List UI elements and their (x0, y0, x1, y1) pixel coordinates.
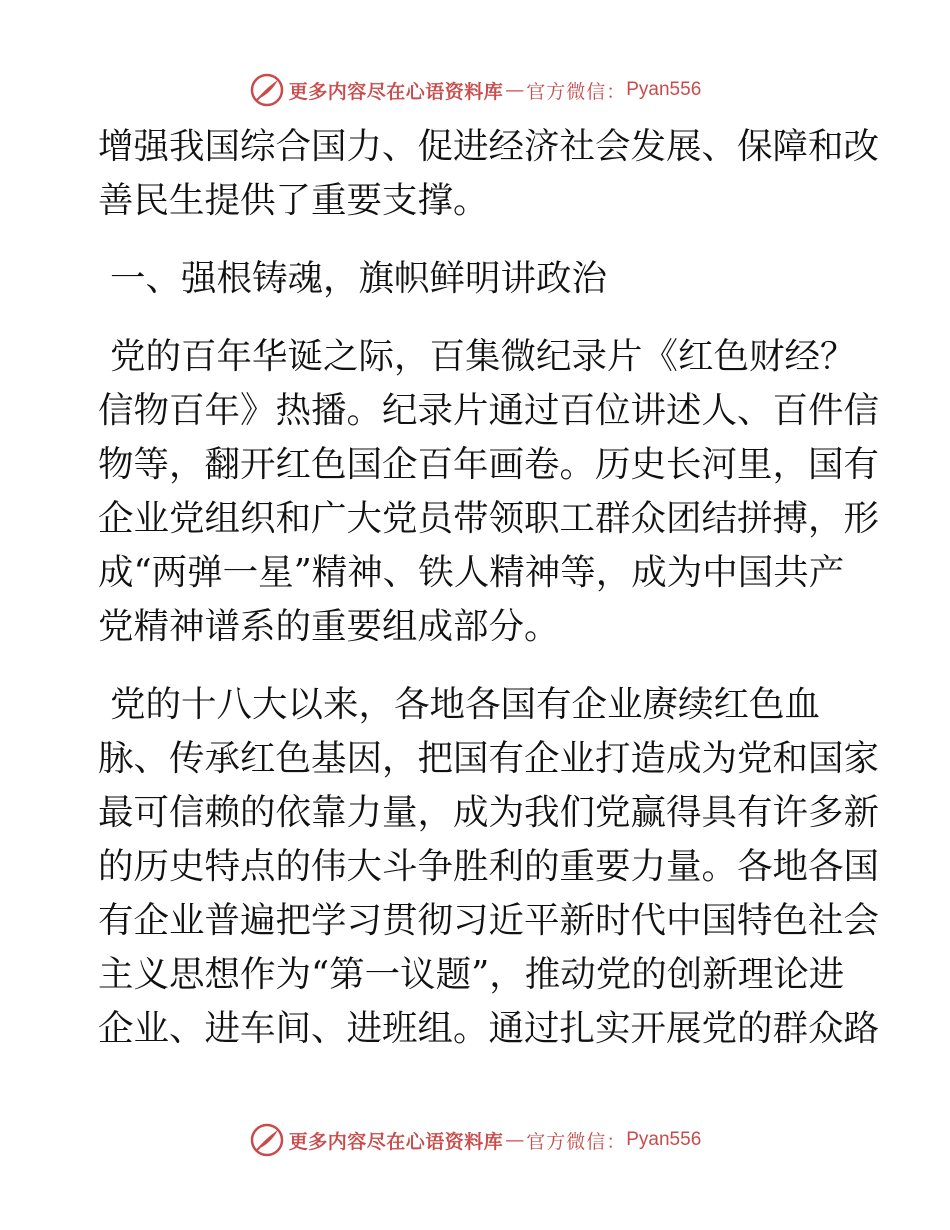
watermark-handle: Pyan556 (626, 79, 702, 100)
text-line: 主义思想作为“第一议题”，推动党的创新理论进 (98, 954, 845, 995)
text-line: 善民生提供了重要支撑。 (98, 180, 489, 221)
watermark-dash: — (505, 79, 525, 101)
heading-text: 一、强根铸魂，旗帜鲜明讲政治 (110, 258, 608, 299)
watermark-brand: 更多内容尽在心语资料库 (288, 1130, 504, 1153)
text-line: 党精神谱系的重要组成部分。 (98, 606, 560, 647)
document-body (98, 120, 880, 1056)
paragraph (98, 678, 880, 1056)
text-line: 物等，翻开红色国企百年画卷。历史长河里，国有 (98, 444, 880, 485)
watermark-dash: — (505, 1129, 525, 1151)
text-line: 最可信赖的依靠力量，成为我们党赢得具有许多新 (98, 792, 880, 833)
watermark-header (0, 70, 950, 110)
text-line: 增强我国综合国力、促进经济社会发展、保障和改 (98, 126, 880, 167)
quill-circle-icon (249, 1122, 285, 1158)
quill-circle-icon (249, 72, 285, 108)
text-line: 的历史特点的伟大斗争胜利的重要力量。各地各国 (98, 846, 880, 887)
text-line: 党的十八大以来，各地各国有企业赓续红色血 (110, 684, 821, 725)
text-line: 成“两弹一星”精神、铁人精神等，成为中国共产 (98, 552, 845, 593)
text-line: 脉、传承红色基因，把国有企业打造成为党和国家 (98, 738, 880, 779)
text-line: 有企业普遍把学习贯彻习近平新时代中国特色社会 (98, 900, 880, 941)
text-line: 信物百年》热播。纪录片通过百位讲述人、百件信 (98, 390, 880, 431)
watermark-handle: Pyan556 (626, 1129, 702, 1150)
section-heading (98, 252, 858, 306)
watermark-wechat-label: 官方微信： (526, 80, 627, 103)
text-line: 企业党组织和广大党员带领职工群众团结拼搏，形 (98, 498, 880, 539)
text-line: 企业、进车间、进班组。通过扎实开展党的群众路 (98, 1008, 880, 1049)
paragraph (98, 120, 880, 228)
paragraph (98, 330, 880, 654)
watermark-brand: 更多内容尽在心语资料库 (288, 80, 504, 103)
watermark-wechat-label: 官方微信： (526, 1130, 627, 1153)
watermark-footer (0, 1120, 950, 1160)
text-line: 党的百年华诞之际，百集微纪录片《红色财经？ (110, 336, 856, 377)
